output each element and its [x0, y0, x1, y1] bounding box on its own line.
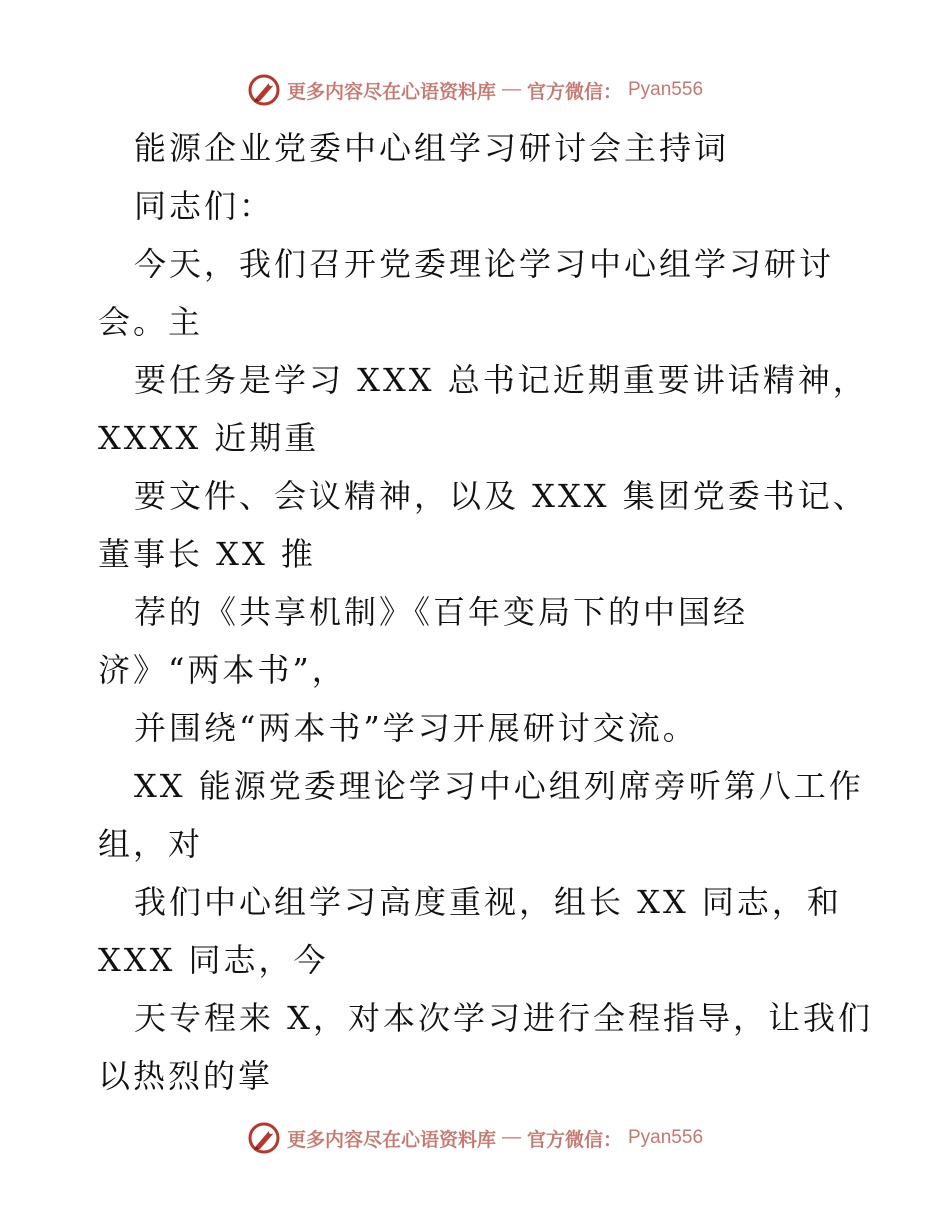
text-line: 并围绕“两本书”学习开展研讨交流。: [134, 709, 698, 747]
footer-wechat-id: Pyan556: [628, 1127, 704, 1148]
text-line: 荐的《共享机制》《百年变局下的中国经: [134, 593, 749, 631]
text-line: 要任务是学习 XXX 总书记近期重要讲话精神，: [134, 361, 868, 399]
salutation: 同志们：: [134, 187, 275, 225]
footer-official-label: 官方微信：: [526, 1128, 622, 1151]
pen-logo-icon: [247, 73, 281, 107]
footer-watermark: [0, 1118, 950, 1158]
header-official-label: 官方微信：: [526, 80, 622, 103]
text-line: 要文件、会议精神，以及 XXX 集团党委书记、: [134, 477, 868, 515]
text-line: XX 能源党委理论学习中心组列席旁听第八工作: [134, 767, 864, 805]
footer-brand: 更多内容尽在心语资料库: [286, 1128, 496, 1151]
text-line: 组，对: [98, 825, 204, 863]
text-line: XXX 同志，今: [98, 941, 329, 979]
text-line: 我们中心组学习高度重视，组长 XX 同志，和: [134, 883, 842, 921]
header-watermark: [0, 70, 950, 110]
text-line: XXXX 近期重: [98, 419, 320, 457]
header-separator: —: [501, 79, 521, 100]
text-line: 会。主: [98, 303, 204, 341]
text-line: 济》“两本书”，: [98, 651, 347, 689]
text-line: 今天，我们召开党委理论学习中心组学习研讨: [134, 245, 835, 283]
text-line: 以热烈的掌: [98, 1057, 274, 1095]
text-line: 天专程来 X，对本次学习进行全程指导，让我们: [134, 999, 873, 1037]
header-brand: 更多内容尽在心语资料库: [286, 80, 496, 103]
pen-logo-icon: [247, 1121, 281, 1155]
document-title: 能源企业党委中心组学习研讨会主持词: [134, 129, 730, 167]
footer-separator: —: [501, 1127, 521, 1148]
text-line: 董事长 XX 推: [98, 535, 316, 573]
header-wechat-id: Pyan556: [628, 79, 704, 100]
